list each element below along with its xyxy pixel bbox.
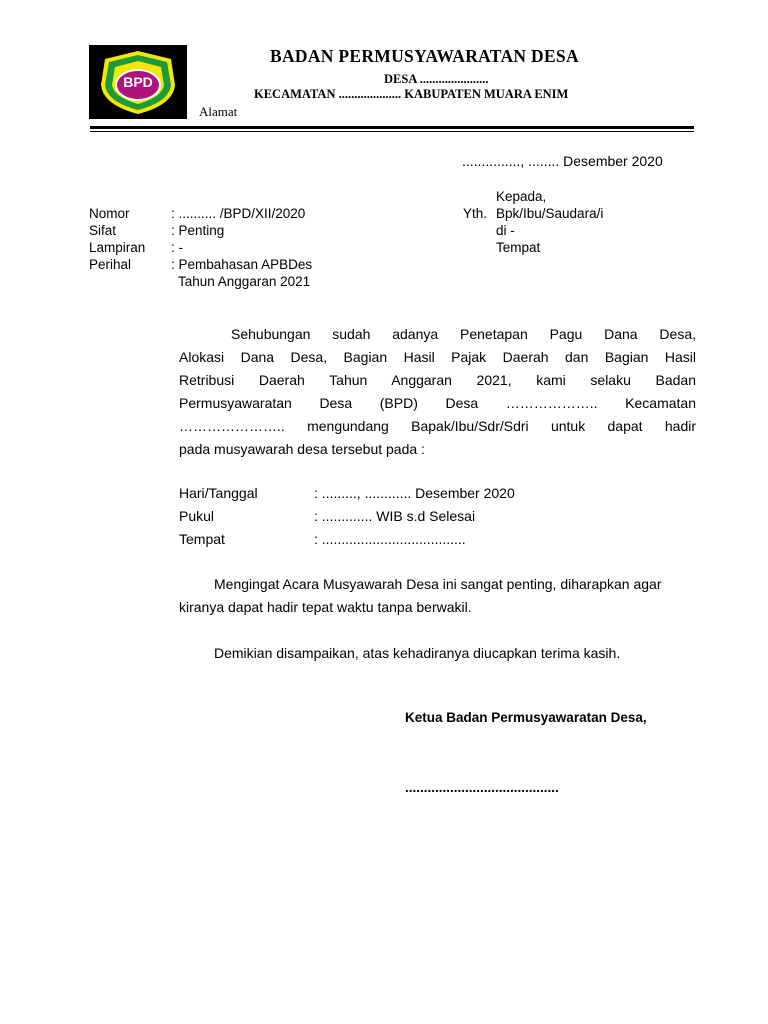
kecamatan-line: KECAMATAN .................... KABUPATEN MUARA ENIM xyxy=(254,87,569,101)
signature-name-placeholder: ......................................... xyxy=(405,780,559,795)
desa-line: DESA ...................... xyxy=(384,72,489,86)
org-name: BADAN PERMUSYAWARATAN DESA xyxy=(270,46,579,66)
yth-value: Bpk/Ibu/Saudara/i xyxy=(496,206,604,221)
paragraph-line: Sehubungan sudah adanya Penetapan Pagu Dana Desa, xyxy=(231,326,696,342)
perihal-label: Perihal xyxy=(89,257,132,272)
body-paragraph-1 xyxy=(179,323,696,461)
schedule-value-hari: : ........., ............ Desember 2020 xyxy=(314,485,515,501)
body-paragraph-2-line-1: Mengingat Acara Musyawarah Desa ini sangat penting, diharapkan agar xyxy=(214,576,662,592)
signature-title: Ketua Badan Permusyawaratan Desa, xyxy=(405,710,647,725)
closing-paragraph: Demikian disampaikan, atas kehadiranya diucapkan terima kasih. xyxy=(214,645,621,661)
sifat-label: Sifat xyxy=(89,223,117,238)
tempat-label: Tempat xyxy=(496,240,541,255)
schedule-label-pukul: Pukul xyxy=(179,508,215,524)
alamat-label: Alamat xyxy=(199,104,238,119)
paragraph-line: pada musyawarah desa tersebut pada : xyxy=(179,441,425,457)
schedule-value-tempat: : ..................................... xyxy=(314,531,466,547)
yth-label: Yth. xyxy=(463,206,488,221)
perihal-value-cont: Tahun Anggaran 2021 xyxy=(178,274,311,289)
paragraph-line: Permusyawaratan Desa (BPD) Desa ……………….. Kecamatan xyxy=(179,395,696,411)
nomor-value: : .......... /BPD/XII/2020 xyxy=(171,206,306,221)
paragraph-line: ………………….. mengundang Bapak/Ibu/Sdr/Sdri untuk dapat hadir xyxy=(179,418,696,434)
paragraph-line: Retribusi Daerah Tahun Anggaran 2021, kami selaku Badan xyxy=(179,372,696,388)
body-paragraph-2-line-2: kiranya dapat hadir tepat waktu tanpa berwakil. xyxy=(179,599,472,615)
bpd-logo xyxy=(89,45,187,119)
header-rule-thick xyxy=(90,126,694,129)
perihal-value: : Pembahasan APBDes xyxy=(171,257,313,272)
schedule-label-hari: Hari/Tanggal xyxy=(179,485,258,501)
header-rule-thin xyxy=(90,131,694,132)
date-line: ..............., ........ Desember 2020 xyxy=(462,153,663,169)
lampiran-label: Lampiran xyxy=(89,240,146,255)
sifat-value: : Penting xyxy=(171,223,225,238)
lampiran-value: : - xyxy=(171,240,183,255)
logo-text: BPD xyxy=(123,74,153,90)
nomor-label: Nomor xyxy=(89,206,130,221)
di-label: di - xyxy=(496,223,515,238)
schedule-label-tempat: Tempat xyxy=(179,531,225,547)
kepada-label: Kepada, xyxy=(496,189,547,204)
paragraph-line: Alokasi Dana Desa, Bagian Hasil Pajak Daerah dan Bagian Hasil xyxy=(179,349,696,365)
schedule-value-pukul: : ............. WIB s.d Selesai xyxy=(314,508,476,524)
